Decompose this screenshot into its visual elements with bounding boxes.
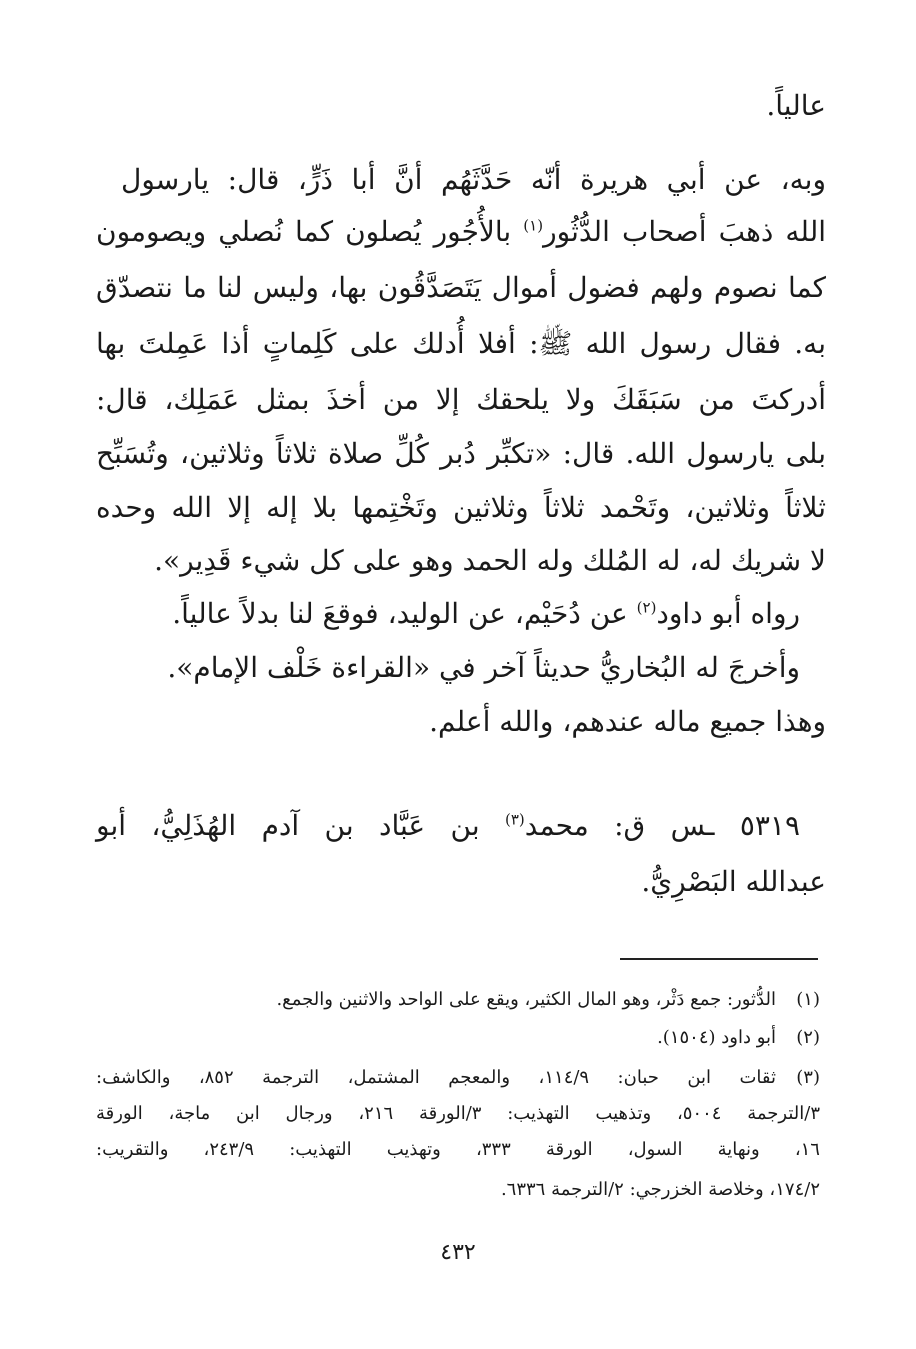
body-text: بالأُجُور يُصلون كما نُصلي ويصومون	[96, 215, 524, 248]
entry-text: بن عَبَّاد بن آدم الهُذَلِيُّ، أبو	[96, 809, 505, 842]
footnote-number: (١)	[796, 989, 820, 1010]
footnote-text: ثقات ابن حبان: ١١٤/٩، والمعجم المشتمل، الترجمة ٨٥٢، والكاشف:	[96, 1067, 777, 1088]
body-text: عن دُحَيْم، عن الوليد، فوقعَ لنا بدلاً عالياً.	[172, 597, 637, 630]
footnote-text: ١٧٤/٢، وخلاصة الخزرجي: ٢/الترجمة ٦٣٣٦.	[500, 1179, 820, 1200]
body-line: وأخرجَ له البُخاريُّ حديثاً آخر في «القراءة خَلْف الإمام».	[167, 651, 800, 684]
footnote-ref: (١)	[523, 216, 544, 235]
body-line: به. فقال رسول الله ﷺ: أفلا أُدلك على كَلِماتٍ أذا عَمِلتَ بها	[96, 327, 826, 360]
body-line: ثلاثاً وثلاثين، وتَحْمد ثلاثاً وثلاثين وتَخْتِمها بلا إله إلا الله وحده	[96, 491, 826, 524]
body-line: لا شريك له، له المُلك وله الحمد وهو على كل شيء قَدِير».	[154, 544, 826, 577]
body-text: الله ذهبَ أصحاب الدُّثُور	[543, 215, 827, 248]
body-line: عالياً.	[766, 89, 826, 122]
page-number: ٤٣٢	[440, 1240, 476, 1265]
footnote-number: (٣)	[796, 1067, 820, 1088]
body-line: كما نصوم ولهم فضول أموال يَتَصَدَّقُون بها، وليس لنا ما نتصدّق	[96, 271, 826, 304]
footnote-text: ١٦، ونهاية السول، الورقة ٣٣٣، وتهذيب التهذيب: ٢٤٣/٩، والتقريب:	[96, 1139, 820, 1160]
body-text: رواه أبو داود	[656, 597, 800, 630]
footnote-text: الدُّثور: جمع دَثْر، وهو المال الكثير، ويقع على الواحد والاثنين والجمع.	[276, 989, 776, 1010]
entry-heading	[96, 806, 800, 846]
footnote-text: أبو داود (١٥٠٤).	[657, 1027, 776, 1048]
footnote-ref: (٢)	[636, 598, 657, 617]
entry-text: ٥٣١٩ ـس ق: محمد	[524, 809, 800, 842]
body-line: بلى يارسول الله. قال: «تكبِّر دُبر كُلِّ صلاة ثلاثاً وثلاثين، وتُسَبِّح	[96, 437, 826, 470]
body-line	[96, 594, 800, 634]
body-line: أدركتَ من سَبَقَكَ ولا يلحقك إلا من أخذَ بمثل عَمَلِك، قال:	[96, 383, 826, 416]
footnote-separator	[620, 958, 818, 960]
footnote-ref: (٣)	[504, 810, 525, 829]
footnote-text: ٣/الترجمة ٥٠٠٤، وتذهيب التهذيب: ٣/الورقة ٢١٦، ورجال ابن ماجة، الورقة	[96, 1103, 820, 1124]
body-line	[96, 212, 826, 252]
footnote-number: (٢)	[796, 1027, 820, 1048]
entry-heading: عبدالله البَصْرِيُّ.	[641, 865, 826, 898]
body-line: وهذا جميع ماله عندهم، والله أعلم.	[429, 705, 826, 738]
body-line: وبه، عن أبي هريرة أنّه حَدَّثَهُم أنَّ أبا ذَرٍّ، قال: يارسول	[121, 163, 826, 196]
